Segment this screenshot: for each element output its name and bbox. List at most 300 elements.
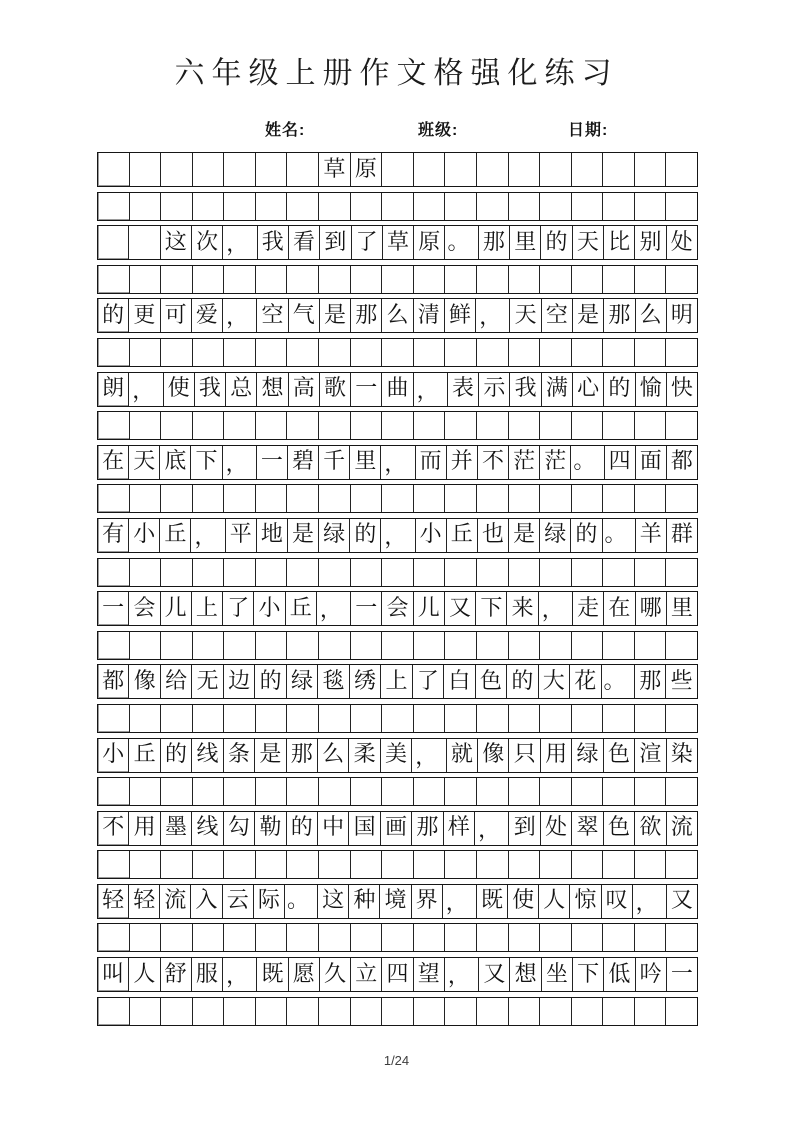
grid-cell xyxy=(98,226,129,259)
grid-cell: 叹 xyxy=(602,885,633,918)
grid-cell xyxy=(256,266,288,293)
grid-cell xyxy=(572,778,604,805)
grid-cell: 又 xyxy=(670,888,693,914)
grid-cell xyxy=(319,266,351,293)
page-number: 1/24 xyxy=(383,1053,410,1068)
grid-cell xyxy=(224,778,256,805)
grid-cell: 儿 xyxy=(161,592,192,625)
grid-cell xyxy=(351,193,383,220)
grid-cell xyxy=(540,412,572,439)
grid-cell: ， xyxy=(381,446,415,479)
grid-cell xyxy=(414,705,446,732)
grid-cell: 千 xyxy=(319,446,350,479)
grid-cell xyxy=(509,153,541,186)
grid-cell xyxy=(193,705,225,732)
grid-cell xyxy=(666,998,697,1025)
grid-cell: 的 xyxy=(98,299,129,332)
grid-cell xyxy=(540,193,572,220)
grid-cell xyxy=(477,193,509,220)
grid-cell: 都 xyxy=(98,665,129,698)
grid-cell xyxy=(98,778,130,805)
grid-cell xyxy=(161,998,193,1025)
grid-cell: 小 xyxy=(254,592,285,625)
grid-cell xyxy=(161,924,193,951)
grid-cell xyxy=(287,266,319,293)
grid-row xyxy=(97,591,698,626)
grid-cell xyxy=(161,851,193,878)
grid-cell: 人 xyxy=(539,885,570,918)
grid-cell xyxy=(193,851,225,878)
grid-cell: 么 xyxy=(318,739,349,772)
grid-cell xyxy=(509,339,541,366)
grid-cell xyxy=(540,485,572,512)
grid-row xyxy=(97,997,698,1026)
grid-cell: 的 xyxy=(507,665,538,698)
grid-cell: 我 xyxy=(258,226,289,259)
grid-cell xyxy=(445,998,477,1025)
grid-cell: 的 xyxy=(255,665,286,698)
grid-cell xyxy=(635,705,667,732)
grid-cell: 空 xyxy=(257,299,288,332)
grid-cell xyxy=(540,851,572,878)
grid-cell: 境 xyxy=(380,885,411,918)
grid-cell xyxy=(161,193,193,220)
grid-cell xyxy=(161,559,193,586)
grid-cell xyxy=(193,485,225,512)
grid-cell: ， xyxy=(445,958,479,991)
grid-cell xyxy=(603,851,635,878)
grid-cell xyxy=(351,339,383,366)
grid-cell xyxy=(603,778,635,805)
grid-cell xyxy=(509,193,541,220)
grid-cell: 画 xyxy=(381,812,412,845)
grid-cell: 小 xyxy=(416,519,447,552)
grid-cell xyxy=(666,851,697,878)
grid-cell: ， xyxy=(223,226,257,259)
grid-cell xyxy=(445,851,477,878)
grid-cell xyxy=(572,998,604,1025)
grid-cell xyxy=(666,924,697,951)
grid-cell xyxy=(414,851,446,878)
grid-cell xyxy=(351,266,383,293)
grid-cell xyxy=(445,339,477,366)
grid-cell: 是 xyxy=(320,299,351,332)
grid-cell xyxy=(445,559,477,586)
grid-cell: 那 xyxy=(479,226,510,259)
grid-cell: 的 xyxy=(541,226,572,259)
grid-cell xyxy=(603,485,635,512)
grid-cell xyxy=(572,485,604,512)
grid-cell: 下 xyxy=(573,958,604,991)
grid-cell: 别 xyxy=(635,226,666,259)
grid-cell: 会 xyxy=(129,592,160,625)
grid-cell xyxy=(414,266,446,293)
grid-cell xyxy=(130,266,162,293)
grid-cell: 群 xyxy=(670,522,693,548)
grid-cell xyxy=(161,632,193,659)
grid-cell xyxy=(603,153,635,186)
grid-cell: 用 xyxy=(541,739,572,772)
grid-cell xyxy=(130,485,162,512)
grid-cell xyxy=(635,153,667,186)
grid-cell: 朗 xyxy=(98,373,129,406)
grid-cell: 勒 xyxy=(255,812,286,845)
grid-cell xyxy=(414,193,446,220)
grid-cell: 一 xyxy=(257,446,288,479)
grid-cell xyxy=(382,412,414,439)
grid-cell: 中 xyxy=(318,812,349,845)
grid-cell: 际 xyxy=(254,885,285,918)
grid-cell xyxy=(477,266,509,293)
grid-cell xyxy=(256,412,288,439)
grid-cell: 一 xyxy=(670,961,693,987)
grid-cell xyxy=(130,632,162,659)
grid-cell: 线 xyxy=(192,812,223,845)
grid-row xyxy=(97,558,698,587)
grid-row xyxy=(97,957,698,992)
grid-cell: ， xyxy=(129,373,163,406)
grid-cell: 国 xyxy=(349,812,380,845)
grid-cell: 满 xyxy=(542,373,573,406)
grid-cell xyxy=(666,705,697,732)
grid-cell: ， xyxy=(475,812,509,845)
grid-cell xyxy=(666,778,697,805)
grid-cell: 平 xyxy=(226,519,257,552)
grid-cell xyxy=(414,339,446,366)
header-fields xyxy=(97,117,698,141)
grid-row xyxy=(97,445,698,480)
grid-cell xyxy=(256,485,288,512)
grid-cell: 一 xyxy=(351,373,382,406)
grid-cell xyxy=(130,851,162,878)
grid-cell xyxy=(287,924,319,951)
grid-cell: 面 xyxy=(636,446,667,479)
grid-cell xyxy=(256,559,288,586)
grid-cell xyxy=(98,339,130,366)
grid-cell xyxy=(351,998,383,1025)
grid-row xyxy=(97,225,698,260)
grid-cell xyxy=(256,851,288,878)
grid-cell xyxy=(319,998,351,1025)
grid-cell xyxy=(224,924,256,951)
grid-cell: 色 xyxy=(604,739,635,772)
grid-cell xyxy=(635,778,667,805)
grid-cell: 既 xyxy=(257,958,288,991)
grid-cell xyxy=(603,924,635,951)
grid-cell: 那 xyxy=(351,299,382,332)
grid-cell xyxy=(319,778,351,805)
grid-cell: 么 xyxy=(636,299,667,332)
grid-cell xyxy=(224,193,256,220)
grid-cell xyxy=(130,412,162,439)
grid-cell xyxy=(382,705,414,732)
grid-cell: 一 xyxy=(351,592,382,625)
grid-cell: 快 xyxy=(670,376,693,402)
grid-cell: 只 xyxy=(509,739,540,772)
grid-cell: 么 xyxy=(382,299,413,332)
grid-cell: 了 xyxy=(352,226,383,259)
grid-cell xyxy=(445,632,477,659)
grid-cell xyxy=(351,559,383,586)
grid-cell xyxy=(130,153,162,186)
grid-cell xyxy=(445,153,477,186)
grid-cell: ， xyxy=(414,373,448,406)
grid-cell xyxy=(98,632,130,659)
grid-cell xyxy=(319,485,351,512)
grid-cell: 小 xyxy=(129,519,160,552)
grid-cell xyxy=(572,851,604,878)
grid-cell: 流 xyxy=(160,885,191,918)
grid-cell: 既 xyxy=(477,885,508,918)
grid-row xyxy=(97,884,698,919)
grid-cell: 处 xyxy=(670,229,693,255)
grid-cell: 叫 xyxy=(98,958,129,991)
grid-cell xyxy=(666,412,697,439)
grid-cell: 绿 xyxy=(572,739,603,772)
grid-cell xyxy=(351,632,383,659)
grid-cell: ， xyxy=(539,592,573,625)
grid-cell xyxy=(382,851,414,878)
grid-cell xyxy=(287,559,319,586)
grid-cell xyxy=(635,266,667,293)
grid-cell: 天 xyxy=(510,299,541,332)
grid-cell: 美 xyxy=(381,739,412,772)
grid-row xyxy=(97,298,698,333)
grid-cell: 低 xyxy=(604,958,635,991)
grid-cell: 墨 xyxy=(161,812,192,845)
grid-cell: 的 xyxy=(287,812,318,845)
grid-cell xyxy=(635,924,667,951)
grid-cell xyxy=(445,412,477,439)
grid-cell: 有 xyxy=(98,519,129,552)
grid-cell: 愿 xyxy=(289,958,320,991)
grid-cell: 了 xyxy=(413,665,444,698)
grid-cell xyxy=(445,266,477,293)
grid-cell xyxy=(382,153,414,186)
grid-cell: 大 xyxy=(539,665,570,698)
grid-cell: 茫 xyxy=(540,446,571,479)
grid-cell: 用 xyxy=(129,812,160,845)
grid-cell xyxy=(414,924,446,951)
grid-cell xyxy=(224,705,256,732)
grid-cell xyxy=(635,851,667,878)
grid-cell xyxy=(509,485,541,512)
grid-cell xyxy=(603,412,635,439)
grid-cell xyxy=(477,632,509,659)
grid-cell xyxy=(161,705,193,732)
grid-cell: 条 xyxy=(224,739,255,772)
grid-cell xyxy=(572,266,604,293)
grid-cell xyxy=(509,924,541,951)
grid-cell: 上 xyxy=(192,592,223,625)
grid-cell xyxy=(572,705,604,732)
grid-cell: 在 xyxy=(604,592,635,625)
grid-cell xyxy=(477,153,509,186)
grid-cell xyxy=(161,485,193,512)
grid-cell xyxy=(287,632,319,659)
grid-cell xyxy=(224,412,256,439)
grid-cell: 绿 xyxy=(287,665,318,698)
grid-cell: 愉 xyxy=(636,373,667,406)
grid-cell xyxy=(477,485,509,512)
grid-cell: 天 xyxy=(129,446,160,479)
grid-cell: ， xyxy=(412,739,446,772)
grid-cell xyxy=(130,339,162,366)
grid-cell: 坐 xyxy=(542,958,573,991)
grid-cell: 。 xyxy=(603,519,636,552)
grid-cell xyxy=(224,559,256,586)
grid-cell xyxy=(319,559,351,586)
grid-cell: 空 xyxy=(542,299,573,332)
grid-cell: 一 xyxy=(98,592,129,625)
grid-cell: 气 xyxy=(289,299,320,332)
grid-cell xyxy=(603,632,635,659)
grid-cell xyxy=(572,193,604,220)
grid-cell: 而 xyxy=(416,446,447,479)
grid-cell xyxy=(193,559,225,586)
grid-cell: 样 xyxy=(444,812,475,845)
grid-cell xyxy=(666,153,697,186)
grid-cell: 想 xyxy=(510,958,541,991)
grid-cell: 那 xyxy=(604,299,635,332)
grid-row xyxy=(97,738,698,773)
grid-cell: 下 xyxy=(476,592,507,625)
grid-cell: 总 xyxy=(226,373,257,406)
grid-cell xyxy=(287,339,319,366)
grid-cell xyxy=(130,778,162,805)
grid-cell xyxy=(477,924,509,951)
grid-cell xyxy=(287,153,319,186)
grid-cell xyxy=(287,851,319,878)
grid-cell: 羊 xyxy=(636,519,667,552)
grid-cell: 比 xyxy=(604,226,635,259)
grid-cell xyxy=(382,266,414,293)
grid-cell xyxy=(509,778,541,805)
grid-row xyxy=(97,265,698,294)
grid-cell: 四 xyxy=(605,446,636,479)
grid-row xyxy=(97,518,698,553)
grid-cell xyxy=(666,559,697,586)
grid-cell: 那 xyxy=(287,739,318,772)
grid-cell xyxy=(130,924,162,951)
grid-cell: 曲 xyxy=(382,373,413,406)
grid-cell xyxy=(635,559,667,586)
grid-cell: 翠 xyxy=(572,812,603,845)
grid-cell xyxy=(603,705,635,732)
grid-cell xyxy=(540,778,572,805)
grid-cell: 花 xyxy=(570,665,601,698)
grid-cell: 的 xyxy=(571,519,602,552)
grid-cell: 柔 xyxy=(349,739,380,772)
grid-cell xyxy=(193,153,225,186)
grid-cell xyxy=(445,924,477,951)
grid-cell xyxy=(666,339,697,366)
grid-cell: 舒 xyxy=(161,958,192,991)
grid-cell xyxy=(161,778,193,805)
grid-cell: 歌 xyxy=(320,373,351,406)
grid-cell xyxy=(635,339,667,366)
grid-cell: 到 xyxy=(320,226,351,259)
grid-cell xyxy=(572,339,604,366)
grid-cell xyxy=(319,924,351,951)
grid-row xyxy=(97,152,698,187)
grid-cell: 轻 xyxy=(129,885,160,918)
grid-cell: 那 xyxy=(412,812,443,845)
grid-cell: 白 xyxy=(444,665,475,698)
grid-cell: 绿 xyxy=(540,519,571,552)
grid-cell xyxy=(477,998,509,1025)
grid-cell xyxy=(603,339,635,366)
grid-cell: 哪 xyxy=(636,592,667,625)
grid-cell xyxy=(477,705,509,732)
grid-cell xyxy=(509,559,541,586)
grid-cell xyxy=(382,924,414,951)
grid-cell xyxy=(161,339,193,366)
grid-cell: 毯 xyxy=(318,665,349,698)
grid-cell: 想 xyxy=(257,373,288,406)
grid-cell: 惊 xyxy=(570,885,601,918)
grid-cell xyxy=(572,153,604,186)
grid-cell: 又 xyxy=(445,592,476,625)
grid-cell: 草 xyxy=(319,153,351,186)
grid-cell xyxy=(540,266,572,293)
grid-cell xyxy=(287,412,319,439)
grid-cell xyxy=(572,924,604,951)
grid-cell: 这 xyxy=(161,226,192,259)
grid-row xyxy=(97,192,698,221)
grid-cell xyxy=(161,412,193,439)
grid-cell: 里 xyxy=(510,226,541,259)
grid-cell: 丘 xyxy=(129,739,160,772)
grid-cell xyxy=(382,778,414,805)
grid-cell: 是 xyxy=(288,519,319,552)
grid-cell xyxy=(130,705,162,732)
grid-cell xyxy=(256,153,288,186)
grid-cell xyxy=(666,632,697,659)
grid-row xyxy=(97,777,698,806)
grid-cell: 流 xyxy=(670,815,693,841)
grid-cell xyxy=(509,266,541,293)
grid-cell: 来 xyxy=(507,592,538,625)
grid-cell: 立 xyxy=(351,958,382,991)
grid-cell: 上 xyxy=(381,665,412,698)
grid-cell: 处 xyxy=(541,812,572,845)
grid-cell xyxy=(572,412,604,439)
grid-cell xyxy=(477,559,509,586)
grid-cell: 小 xyxy=(98,739,129,772)
grid-cell: 就 xyxy=(447,739,478,772)
grid-row xyxy=(97,484,698,513)
grid-cell xyxy=(193,924,225,951)
grid-cell xyxy=(603,559,635,586)
grid-cell xyxy=(98,559,130,586)
grid-cell xyxy=(635,632,667,659)
grid-cell: 丘 xyxy=(160,519,191,552)
grid-cell xyxy=(666,485,697,512)
grid-cell xyxy=(224,266,256,293)
grid-cell xyxy=(635,193,667,220)
grid-cell xyxy=(509,851,541,878)
grid-row xyxy=(97,923,698,952)
grid-cell: 我 xyxy=(195,373,226,406)
grid-cell xyxy=(540,559,572,586)
grid-cell: 的 xyxy=(161,739,192,772)
grid-cell: 勾 xyxy=(224,812,255,845)
date-field-label: 日期: xyxy=(568,122,609,139)
grid-cell xyxy=(414,485,446,512)
grid-cell: ， xyxy=(381,519,415,552)
grid-cell: 。 xyxy=(571,446,604,479)
